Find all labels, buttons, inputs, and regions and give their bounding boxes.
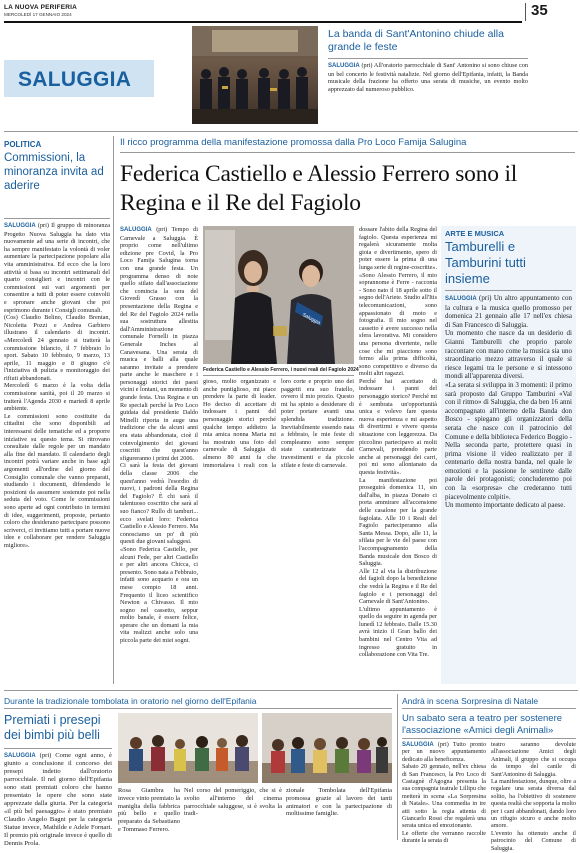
main-headline: Federica Castiello e Alessio Ferrero sono il Regina e il Re del Fagiolo <box>120 161 518 216</box>
politica-text: (pri) Il gruppo di minoranza Progetto Nuova Saluggia ha dato vita nuovamente ad una serie di incontri, che ha sempre manifestato la volontà di voler aumentare la partecipazione popolare alla vita amministrativa. Ed ecco che la loro attività si basa su incontri settimanali del quarto consiglieri e incontri con le commissioni sui vari argomenti per consentire a tutti di poter essere coinvolti e spronare anche giovani che poi esprimono durante i Consigli comunali. (Cos) Claudio Belino, Claudio Brentan, Nicoletta Pozzi e Andrea Garbiero illustrano il calendario di incontri. «Mercoledì 24 gennaio si tratterà la commissione bilancio, il 7 febbraio lo sport. Sabato 10 febbraio, 9 marzo, 13 aprile, 11 maggio e 8 giugno c'è l'iniziativa di pulizia e monitoraggio dei rifiuti abbandonati. Mercoledì 6 marzo è la volta della commissione sanità, poi il 20 marzo si tratterà l'Agenda 2030 e martedì 8 aprile ambiente. Le commissioni sono costituite da cittadini che sono disponibili ad interessarsi delle tematiche ed a proporre iniziative su questo tema. Si ritrovano consultate dalle regole per un mandato alla fine del mandato. Il calendario degli incontri potrà variare anche in base agli argomenti all'ordine del giorno del Consiglio comunale che vanno preparati, studiando i documenti, difendendo le posizioni da assumere sostenute poi nella seduta del voto. Come le commissioni sono aperte ad ogni contributo in termini di idee, suggerimenti, proposte, pertanto coloro che desiderano partecipare possono scriverci, ci invitiamo tutti a portare nuove idee e collaborare per rendere Saluggia migliore». <box>4 222 110 549</box>
top-story-body <box>328 62 528 124</box>
presepi-lead: SALUGGIA <box>4 753 36 759</box>
teatro-col1 <box>402 742 486 845</box>
royals-caption: Federica Castiello e Alessio Ferrero, i nuovi reali del Fagiolo 2024 <box>203 367 359 373</box>
teatro-kicker: Andrà in scena Sorpresina di Natale <box>402 696 539 706</box>
arts-lead: SALUGGIA <box>445 296 477 302</box>
teatro-lead: SALUGGIA <box>402 742 434 748</box>
kids-photo-2 <box>262 713 392 783</box>
issue-date: MERCOLEDÌ 17 GENNAIO 2024 <box>4 12 72 17</box>
presepi-text: (pri) Come ogni anno, è giunto a conclusione il concorso dei presepi indetto dall'oratorio parrocchiale. Il nel giorno dell'Epifania sono stati premiati coloro che hanno presentato le opere che sono state apprezzate dalla giuria. Per la categoria «il più bel paesaggio» è stato premiato Claudio Angelo Bagni per la categoria Statue invece, Mathilde e Adele Fornari. Il premio più originale invece è quello di Dennis Prola. <box>4 752 112 847</box>
bottom-divider <box>4 690 578 691</box>
kids-photo-2-illustration <box>262 713 392 783</box>
main-col1 <box>120 226 198 684</box>
presepi-body3: Nel corso del pomeriggio, che si è svolto all'interno del cinema parrocchiale saluggese, si è svolta la tradi- <box>184 787 282 818</box>
main-col3: dossare l'abito della Regina del fagiolo. Questa esperienza mi regalerà sicuramente molta gioia e divertimento, spero di poter essere la prima di una lunga serie di regine-coscritte». «Sono Alessio Ferrero, il mio soprannome è Ferre - racconta - Sono nato il 18 aprile sotto il segno dell'Ariete. Studio all'Itis telecomunicazioni, sono appassionato di moto e fotografia. Il mio sogno nel cassetto è avere successo nella sfera lavorativa. Mi considero una persona divertente, nelle cose che mi piacciono sono fermo alla prima difficoltà, sono competitivo e diverso da molti altri ragazzi. Perché hai accettato di indossare i panni del personaggio storico? Perché mi è sembrata un'opportunità unica e volevo fare questa nuova esperienza e mi aspetto di divertirmi e vivere questa situazione con leggerezza. Da piccolino partecipavo ai molti Carnevali, prendendo parte anche ai personaggi dei carri, poi mi sono allontanato da questa festività». La manifestazione poi proseguirà domenica 11, sin dall'alba, in piazza Donato ci porta ammirare all'accensione delle casalone per la grande fagiolata. Alle 10 i Reali del Fagiolo parteciperanno alla Santa Messa. Dopo, alle 11, la sfilata per le vie del paese con l'accompagnamento della Banda musicale don Bosco di Saluggia. Alle 12 al via la distribuzione del fagioli dopo la benedizione che vedrà la Regina e il Re del fagiolo e i personaggi del Carnevale di Sant'Antonino. L'ultimo appuntamento è quello da seguire in agenda per lunedì 12 febbraio. Dalle 15.30 avrà inizio il Gran ballo dei bambini nel Centro Vita ad ingresso gratuito in collaborazione con Vita Tre. <box>359 226 437 659</box>
masthead-rule <box>4 21 522 23</box>
band-photo-illustration <box>192 26 318 124</box>
teatro-col1-text: (pri) Tutto pronto per un nuovo appuntamento dedicato alla beneficenza. Sabato 20 gennaio, nell'ex chiesa di San Francesco, la Pro Loco di Castagnè d'Agogna presenta la sua compagnia teatrale Lillipu che metterà in scena «La Sorpresina di Natale». Una commedia in tre atti sotto la regia attenta di Giancarlo Rossi che regalerà una serata unica ed emozionante. Le offerte che verranno raccolte durante la serata di <box>402 742 486 845</box>
arts-text: (pri) Un altro appuntamento con la cultura e la musica quello promosso per domenica 21 gennaio alle 17 nell'ex chiesa di San Francesco di Saluggia. Un momento che nasce da un desiderio di Gianni Tamburelli che proprio parole raccontare con mano come la musica sia uno straordinario mezzo attraverso il quale si riesce legami tra le persone e si intessono mondi all'apparenza diversi. «La serata si sviluppa in 3 momenti: il primo sarà proposto dal Gruppo Tamburini «Val con il ritmo» di Saluggia, che da ben 16 anni accompagnato all'interno della Banda don Bosco - spiegano gli organizzatori della serata che nasce con il patrocinio del Comune e della biblioteca Federico Boggio - Nella seconda parte, protettere quasi in prima visione il video realizzato per il centenario della nostra banda, nel quale le emozioni e la passione le sentirete dalle parole dei protagonisti; concluderemo poi con la «sorpresa» che crederanno tutti piacevolmente colpiti». Un momento importante dedicato al paese. <box>445 294 573 510</box>
presepi-kicker-rule <box>4 708 392 709</box>
presepi-body <box>4 752 112 847</box>
royals-photo-illustration <box>203 226 354 364</box>
top-story-rule <box>328 58 528 59</box>
arts-body <box>445 294 572 682</box>
teatro-kicker-rule <box>402 708 576 709</box>
presepi-kicker: Durante la tradizionale tombolata in oratorio nel giorno dell'Epifania <box>4 696 257 706</box>
presepi-rule <box>4 748 112 749</box>
presepi-body4: zionale Tombolata dell'Epifania promossa grazie al lavoro dei tanti animatori e con la partecipazione di moltissime famiglie. <box>286 787 392 818</box>
politica-kicker: POLITICA <box>4 140 42 149</box>
top-story-headline: La banda di Sant'Antonino chiude alla grande le feste <box>328 28 504 53</box>
paper-name: LA NUOVA PERIFERIA <box>4 4 78 11</box>
main-kicker: Il ricco programma della manifestazione promossa dalla Pro Loco Famija Salugina <box>120 137 467 148</box>
politica-divider <box>113 136 114 684</box>
main-lead: SALUGGIA <box>120 227 152 233</box>
top-story-text: (pri) All'oratorio parrocchiale di Sant' Antonino si sono chiuse con un bel concerto le festività natalizie. Nel giorno dell'Epifania, infatti, la Banda musicale della frazione ha offerto una serata di musiche, un evento molto apprezzato dal numeroso pubblico. <box>328 62 528 93</box>
page-number-divider <box>525 3 526 21</box>
arts-rule <box>445 290 572 291</box>
main-kicker-rule <box>120 152 575 153</box>
politica-headline: Commissioni, la minoranza invita ad aderire <box>4 152 104 192</box>
royals-photo <box>203 226 354 364</box>
politica-lead: SALUGGIA <box>4 223 36 229</box>
bottom-column-divider <box>397 694 398 840</box>
politica-rule <box>4 218 110 219</box>
teatro-rule <box>402 738 576 739</box>
arts-kicker: ARTE E MUSICA <box>445 229 505 238</box>
teatro-headline: Un sabato sera a teatro per sostenere l'associazione «Amici degli Animali» <box>402 713 563 736</box>
kids-photo-1-illustration <box>118 713 258 783</box>
politica-body <box>4 222 110 677</box>
royals-sash-text: Saluggia <box>301 311 322 327</box>
section-title: SALUGGIA <box>18 68 132 91</box>
main-col2-a: gioso, molto organizzato e anche puntiglioso, mi piace prendere la parte di leader. Ho deciso di accettare di indossare i panni del personaggio storici perché qualche tempo addietro la mia amica nonna Maria mi ha mostrato una foto del carnevale di Saluggia di almeno 80 anni fa che immortalava i reali con la loro corte e proprio uno dei paggetti era suo fratello, ovvero il mio prozio. Questo mi ha spinto a desiderare di poter portare avanti una splendida tradizione. Inevitabilmente essendo nata a febbraio, le mie feste di compleanno sono sempre state caratterizzate dai travestimenti e da piccole sfilate e feste di carnevale. <box>203 378 354 469</box>
presepi-headline: Premiati i presepi dei bimbi più belli <box>4 713 101 742</box>
top-divider <box>4 131 578 132</box>
kids-photo-1 <box>118 713 258 783</box>
teatro-col2: teatro saranno devolute all'associazione Amici degli Animali, il gruppo che si occupa da tempo del canile di Sant'Antonino di Saluggia. La manifestazione, dunque, oltre a regalare una serata diversa dal solito, ha l'obiettivo di sostenere questa realtà che sopporta la molto per i cani abbandonati, dando loro un rifugio sicuro e anche molto amore. L'evento ha ottenuto anche il patrocinio del Comune di Saluggia. <box>491 742 576 852</box>
caption-rule <box>203 375 354 376</box>
page-number: 35 <box>531 2 548 19</box>
top-story-lead: SALUGGIA <box>328 63 360 69</box>
band-photo <box>192 26 318 124</box>
main-col1-text: (pri) Tempo di Carnevale a Saluggia. È proprio come nell'ultimo edizione pre Covid, la Pro Loco Famija Salugina torna con una grande festa. Un programma denso di note quello stilato dall'associazione che comincia la sera del Giovedì Grasso con la presentazione della Regina e del Re del Fagiolo 2024 nella sua sostruttura allestita dall'Amministrazione comunale Fornelli in piazza Generale Inches al Canavesana. Una serata di musica e balli alla quale saranno invitate a prendere parte anche le maschere e i personaggi storici dei paesi vicini e lontani, un momento di grande festa. Una Regina e un Re speciali perché la Pro Loco guidata dal presidente Daldo Minelli riporta in auge una tradizione che da alcuni anni era stata abbandonata, cioè il coinvolgimento dei giovani coscritti che quest'anno sfigureranno i primi dei 2006. Ci sarà la festa dei giovani della classe 2006 che quest'anno vedrà l'esordio di nuovi, i padroni della Regina del Fagiolo? È chi sarà il talentuoso coscritto che sarà al suo fianco? Rullo di tamburi... ecco svelati loro: Federica Castiello e Alessio Ferrero. Ma conosciamo un po' di più questi due giovani saluggesi. «Sono Federica Castiello, per alcuni Fede, per altri Castiello e per altri ancora Chicca, ci presento. Sono nata a Febbraio, infatti sono acquario e ora un mese compio 18 anni. Frequento il liceo scientifico Newton a Chivasso. Il mio sogno nel cassetto, seppur molto banale, è essere felice, sperare che un domani la mia vita realizzi anche solo una piccola parte dei miei sogni. <box>120 226 199 645</box>
arts-headline: Tamburelli e Tamburini tutti insieme <box>445 239 526 286</box>
presepi-body2: Rosa Giambra ha invece vinto premiato la maniglia della fabbrica più bello e quello preparato da Sebastiano e Tommaso Ferrero. <box>118 787 180 833</box>
